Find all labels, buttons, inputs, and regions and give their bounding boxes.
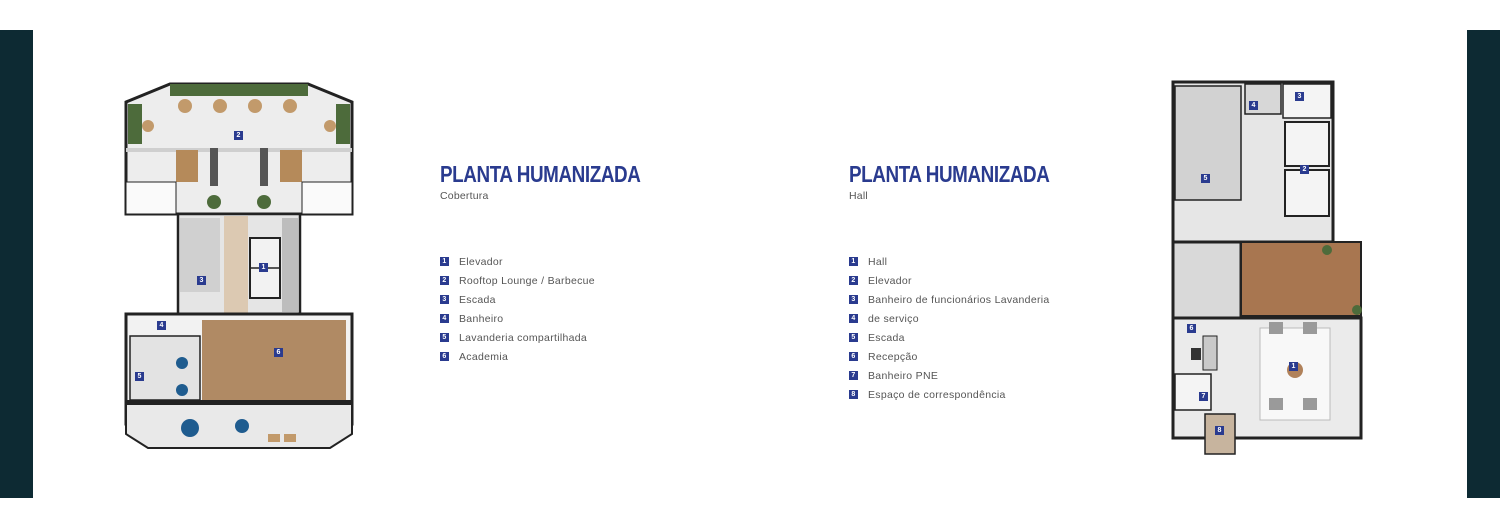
chair bbox=[1269, 322, 1283, 334]
cobertura-legend bbox=[440, 252, 770, 366]
legend-number: 8 bbox=[849, 390, 858, 399]
legend-number: 3 bbox=[849, 295, 858, 304]
plan-marker: 2 bbox=[1300, 165, 1309, 174]
legend-number: 1 bbox=[440, 257, 449, 266]
legend-label: de serviço bbox=[868, 312, 919, 325]
legend-label: Escada bbox=[868, 331, 905, 344]
floor-plan-hall bbox=[1165, 78, 1370, 460]
dining-table bbox=[176, 150, 198, 182]
legend-item bbox=[440, 252, 770, 271]
plan-marker: 2 bbox=[234, 131, 243, 140]
legend-item bbox=[440, 328, 770, 347]
legend-number: 5 bbox=[849, 333, 858, 342]
plan-marker: 4 bbox=[1249, 101, 1258, 110]
plan-marker: 7 bbox=[1199, 392, 1208, 401]
staff-bathroom bbox=[1283, 84, 1331, 118]
storage bbox=[1173, 242, 1241, 318]
cobertura-subtitle: Cobertura bbox=[440, 190, 489, 202]
legend-label: Banheiro PNE bbox=[868, 369, 939, 382]
bbq-area-left bbox=[126, 182, 176, 214]
washing-machine bbox=[176, 384, 188, 396]
floor-plan-cobertura bbox=[120, 78, 360, 450]
legend-label: Recepção bbox=[868, 350, 918, 363]
lounge-table bbox=[283, 99, 297, 113]
legend-number: 6 bbox=[849, 352, 858, 361]
plan-marker: 8 bbox=[1215, 426, 1224, 435]
legend-label: Lavanderia compartilhada bbox=[459, 331, 588, 344]
planter bbox=[170, 84, 308, 96]
cobertura-title: PLANTA HUMANIZADA bbox=[440, 161, 641, 187]
plan-marker: 5 bbox=[135, 372, 144, 381]
plan-marker: 3 bbox=[1295, 92, 1304, 101]
legend-number: 5 bbox=[440, 333, 449, 342]
legend-item bbox=[849, 309, 1149, 328]
hall-subtitle: Hall bbox=[849, 190, 868, 202]
lounge-table bbox=[248, 99, 262, 113]
legend-label: Espaço de correspondência bbox=[868, 388, 1006, 401]
legend-number: 4 bbox=[849, 314, 858, 323]
legend-item bbox=[849, 271, 1149, 290]
terrace-table bbox=[181, 419, 199, 437]
washing-machine bbox=[176, 357, 188, 369]
plan-marker: 4 bbox=[157, 321, 166, 330]
legend-label: Hall bbox=[868, 255, 888, 268]
legend-number: 4 bbox=[440, 314, 449, 323]
hall-legend bbox=[849, 252, 1149, 404]
legend-label: Rooftop Lounge / Barbecue bbox=[459, 274, 595, 287]
legend-item bbox=[849, 366, 1149, 385]
lounge-table bbox=[324, 120, 336, 132]
laundry-room bbox=[130, 336, 200, 400]
reception-chair bbox=[1191, 348, 1201, 360]
shaft bbox=[282, 218, 298, 312]
dining-table bbox=[280, 150, 302, 182]
elevator bbox=[1285, 122, 1329, 166]
lounge-table bbox=[178, 99, 192, 113]
legend-label: Escada bbox=[459, 293, 496, 306]
legend-label: Banheiro de funcionários Lavanderia bbox=[868, 293, 1050, 306]
plan-marker: 6 bbox=[1187, 324, 1196, 333]
plant bbox=[1352, 305, 1362, 315]
legend-label: Elevador bbox=[868, 274, 912, 287]
chair bbox=[1303, 398, 1317, 410]
plan-marker: 5 bbox=[1201, 174, 1210, 183]
legend-item bbox=[849, 347, 1149, 366]
legend-item bbox=[849, 385, 1149, 404]
corridor bbox=[224, 216, 248, 314]
chair bbox=[1303, 322, 1317, 334]
legend-item bbox=[849, 252, 1149, 271]
legend-item bbox=[849, 328, 1149, 347]
terrace-table bbox=[235, 419, 249, 433]
bench bbox=[260, 148, 268, 186]
lounge-table bbox=[213, 99, 227, 113]
reception-desk bbox=[1203, 336, 1217, 370]
plan-marker: 3 bbox=[197, 276, 206, 285]
elevator bbox=[1285, 170, 1329, 216]
plan-marker: 6 bbox=[274, 348, 283, 357]
plant bbox=[257, 195, 271, 209]
chair bbox=[1269, 398, 1283, 410]
legend-number: 6 bbox=[440, 352, 449, 361]
legend-item bbox=[440, 290, 770, 309]
terrace-seat bbox=[268, 434, 280, 442]
plan-marker: 1 bbox=[259, 263, 268, 272]
legend-item bbox=[440, 309, 770, 328]
planter bbox=[128, 104, 142, 144]
legend-number: 2 bbox=[849, 276, 858, 285]
plant bbox=[207, 195, 221, 209]
plan-marker: 1 bbox=[1289, 362, 1298, 371]
legend-item bbox=[440, 347, 770, 366]
legend-number: 7 bbox=[849, 371, 858, 380]
hall-info bbox=[849, 160, 1149, 404]
counter bbox=[126, 148, 352, 152]
legend-number: 1 bbox=[849, 257, 858, 266]
planter bbox=[336, 104, 350, 144]
legend-label: Banheiro bbox=[459, 312, 504, 325]
plant bbox=[1322, 245, 1332, 255]
legend-number: 3 bbox=[440, 295, 449, 304]
bench bbox=[210, 148, 218, 186]
floor-plan-hall-drawing bbox=[1165, 78, 1370, 460]
legend-label: Academia bbox=[459, 350, 509, 363]
bbq-area-right bbox=[302, 182, 352, 214]
terrace-seat bbox=[284, 434, 296, 442]
gym-floor bbox=[202, 320, 346, 400]
right-edge-band bbox=[1467, 30, 1500, 498]
cobertura-info bbox=[440, 160, 770, 366]
hall-title: PLANTA HUMANIZADA bbox=[849, 161, 1050, 187]
legend-label: Elevador bbox=[459, 255, 503, 268]
legend-item bbox=[849, 290, 1149, 309]
left-edge-band bbox=[0, 30, 33, 498]
legend-number: 2 bbox=[440, 276, 449, 285]
lounge-table bbox=[142, 120, 154, 132]
legend-item bbox=[440, 271, 770, 290]
wood-lounge bbox=[1241, 242, 1361, 316]
